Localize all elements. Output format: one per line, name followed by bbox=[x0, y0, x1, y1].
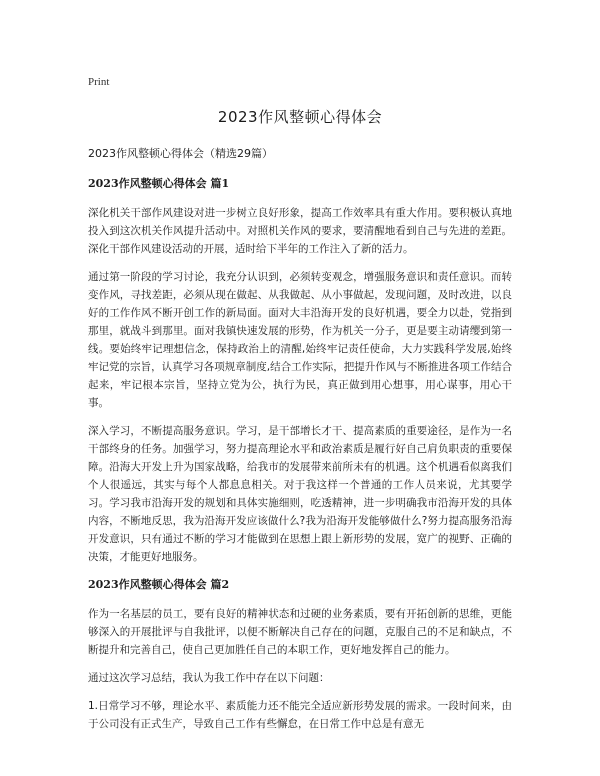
paragraph: 通过第一阶段的学习讨论，我充分认识到，必须转变观念，增强服务意识和责任意识。而转变作风，寻找差距，必须从现在做起、从我做起、从小事做起，发现问题，及时改进，以良好的工作作风不断开创工作的新局面。面对大丰沿海开发的良好机遇，要全力以赴，党指到那里，就战斗到那里。面对我镇快速发展的形势，作为机关一分子，更是要主动请缨到第一线。要始终牢记理想信念，保持政治上的清醒,始终牢记责任使命，大力实践科学发展,始终牢记党的宗旨，认真学习各项规章制度,结合工作实际，把提升作风与不断推进各项工作结合起来，牢记根本宗旨，坚持立党为公，执行为民，真正做到用心想事，用心谋事，用心干事。 bbox=[88, 271, 512, 409]
paragraph: 1.日常学习不够，理论水平、素质能力还不能完全适应新形势发展的需求。一段时间来，由于公司没有正式生产，导致自己工作有些懈怠，在日常工作中总是有意无 bbox=[88, 700, 512, 730]
section-heading: 2023作风整顿心得体会 篇2 bbox=[88, 578, 230, 591]
paragraph: 深化机关干部作风建设对进一步树立良好形象，提高工作效率具有重大作用。要积极认真地投入到这次机关作风提升活动中。对照机关作风的要求，要清醒地看到自己与先进的差距。深化干部作风建设活动的开展，适时给下半年的工作注入了新的活力。 bbox=[88, 207, 512, 255]
paragraph: 通过这次学习总结，我认为我工作中存在以下问题： bbox=[88, 672, 330, 684]
paragraph: 深入学习，不断提高服务意识。学习，是干部增长才干、提高素质的重要途径，是作为一名干部终身的任务。加强学习，努力提高理论水平和政治素质是履行好自己肩负职责的重要保障。沿海大开发上升为国家战略，给我市的发展带来前所未有的机遇。这个机遇看似离我们个人很遥远，其实与每个人都息息相关。对于我这样一个普通的工作人员来说，尤其要学习。学习我市沿海开发的规划和具体实施细则，吃透精神，进一步明确我市沿海开发的具体内容，不断地反思，我为沿海开发应该做什么?我为沿海开发能够做什么?努力提高服务沿海开发意识，只有通过不断的学习才能做到在思想上跟上新形势的发展，宽广的视野、正确的决策，才能更好地服务。 bbox=[88, 425, 512, 563]
paragraph: 作为一名基层的员工，要有良好的精神状态和过硬的业务素质，要有开拓创新的思维，更能够深入的开展批评与自我批评，以便不断解决自己存在的问题，克服自己的不足和缺点，不断提升和完善自己，使自己更加胜任自己的本职工作，更好地发挥自己的能力。 bbox=[88, 608, 512, 656]
section-2 bbox=[88, 576, 512, 733]
section-1 bbox=[88, 175, 512, 566]
document-title: 2023作风整顿心得体会 bbox=[217, 108, 383, 126]
section-heading: 2023作风整顿心得体会 篇1 bbox=[88, 177, 230, 190]
document-subtitle: 2023作风整顿心得体会（精选29篇） bbox=[88, 147, 273, 160]
print-link[interactable]: Print bbox=[88, 76, 110, 88]
